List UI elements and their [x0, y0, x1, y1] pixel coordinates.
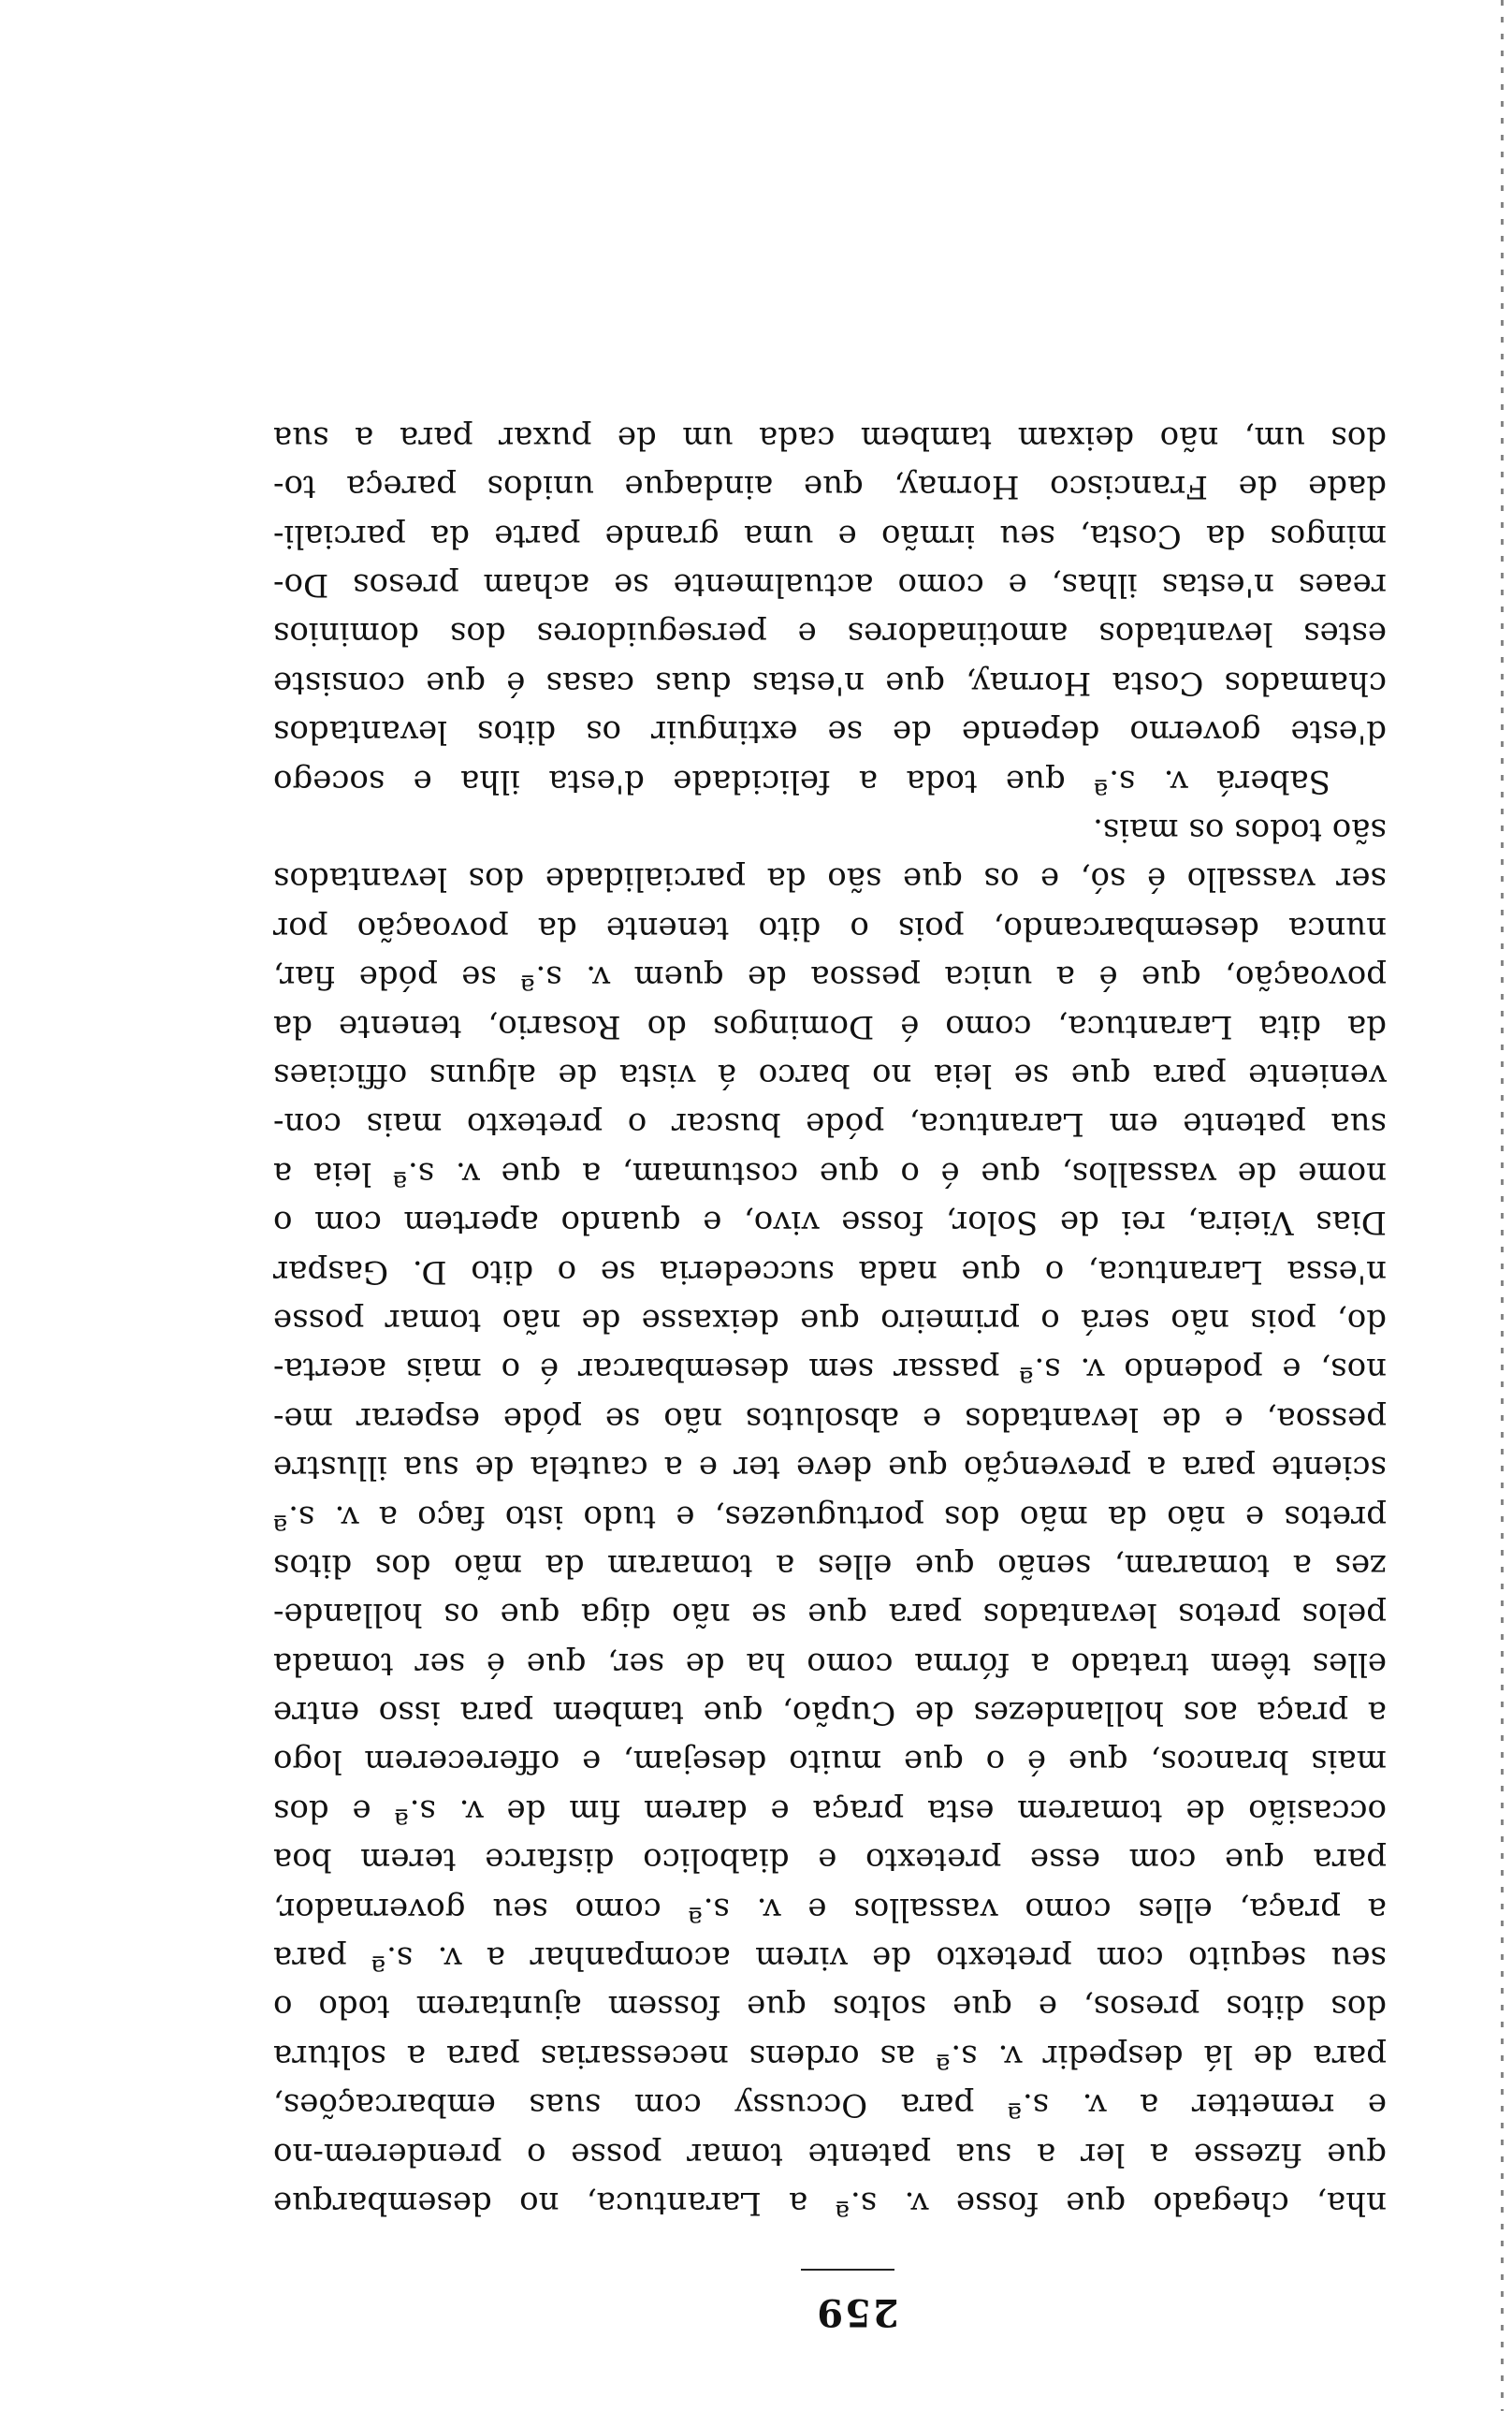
text-line: d'este governo depende de se extinguir os ditos levantados	[273, 713, 1387, 752]
body-text	[273, 414, 1387, 2228]
text-line: a praça, elles como vassallos e v. s.ª como seu governador,	[273, 1890, 1387, 1928]
text-line: seu sequito com pretexto de virem acompanhar a v. s.ª para	[273, 1939, 1387, 1978]
text-line: reaes n'estas ilhas, e como actualmente se acham presos Do-	[273, 566, 1387, 605]
text-line: sua patente em Larantuca, póde buscar o pretexto mais con-	[273, 1105, 1387, 1144]
text-line: veniente para que se leia no barco á vista de alguns officiaes	[273, 1057, 1387, 1095]
text-line: mingos da Costa, seu irmão e uma grande parte da parciali-	[273, 517, 1387, 555]
text-line: nha, chegado que fosse v. s.ª a Larantuca, no desembarque	[273, 2185, 1387, 2222]
text-line: dos um, não deixam tambem cada um de puxar para a sua	[273, 418, 1387, 457]
text-line: dos ditos presos, e que soltos que fossem ajuntarem todo o	[273, 1988, 1387, 2026]
text-line: da dita Larantuca, como é Domingos do Rosario, tenente da	[273, 1007, 1387, 1045]
text-line: nos, e podendo v. s.ª passar sem desembarcar é o mais acerta-	[273, 1351, 1387, 1389]
text-line: povoação, que é a unica pessoa de quem v. s.ª se póde fiar,	[273, 958, 1387, 997]
scan-edge-artifact	[1501, 0, 1504, 2411]
text-line: que fizesse a ler a sua patente tomar posse o prenderem-no	[273, 2135, 1387, 2173]
text-line: pretos e não da mão dos portuguezes, e tudo isto faço a v. s.ª	[273, 1498, 1387, 1536]
page-number-rule	[801, 2269, 894, 2271]
text-line: do, pois não será o primeiro que deixasse de não tomar posse	[273, 1301, 1387, 1339]
text-line: nome de vassallos, que é o que costumam, a que v. s.ª leia a	[273, 1154, 1387, 1192]
text-line: estes levantados amotinadores e perseguidores dos dominios	[273, 615, 1387, 653]
text-line: são todos os mais.	[1093, 811, 1387, 850]
text-line: mais brancos, que é o que muito desejam, e offerecerem logo	[273, 1743, 1387, 1781]
text-line: a praça aos hollandezes de Cupão, que tambem para isso entre	[273, 1694, 1387, 1732]
text-line: Saberá v. s.ª que toda a felicidade d'esta ilha e socego	[273, 762, 1330, 800]
text-line: n'essa Larantuca, o que nada succederia se o dito D. Gaspar	[273, 1252, 1387, 1291]
page-number: 259	[815, 2290, 899, 2334]
text-line: chamados Costa Hornay, que n'estas duas casas é que consiste	[273, 664, 1387, 702]
text-line: pessoa, e de levantados e absolutos não se póde esperar me-	[273, 1399, 1387, 1438]
text-line: elles têem tratado a fórma como ha de ser, que é ser tomada	[273, 1644, 1387, 1683]
text-line: para de lá despedir v. s.ª as ordens necessarias para a soltura	[273, 2037, 1387, 2075]
text-line: Dias Vieira, rei de Solor, fosse vivo, e quando apertem com o	[273, 1204, 1387, 1242]
text-line: occasião de tomarem esta praça e darem fim de v. s.ª e dos	[273, 1791, 1387, 1830]
text-line: e remetter a v. s.ª para Occussy com suas embarcações,	[273, 2086, 1387, 2125]
text-line: zes a tomaram, senão que elles a tomaram da mão dos ditos	[273, 1546, 1387, 1585]
text-line: nunca desembarcando, pois o dito tenente da povoação por	[273, 909, 1387, 947]
text-line: dade de Francisco Hornay, que aindaque unidos pareça to-	[273, 468, 1387, 506]
text-line: ser vassallo é só, e os que são da parcialidade dos levantados	[273, 860, 1387, 899]
text-line: sciente para a prevenção que deve ter e a cautela de sua illustre	[273, 1449, 1387, 1487]
text-line: para que com esse pretexto e diabolico disfarce terem boa	[273, 1841, 1387, 1879]
text-line: pelos pretos levantados para que se não diga que os hollande-	[273, 1596, 1387, 1634]
